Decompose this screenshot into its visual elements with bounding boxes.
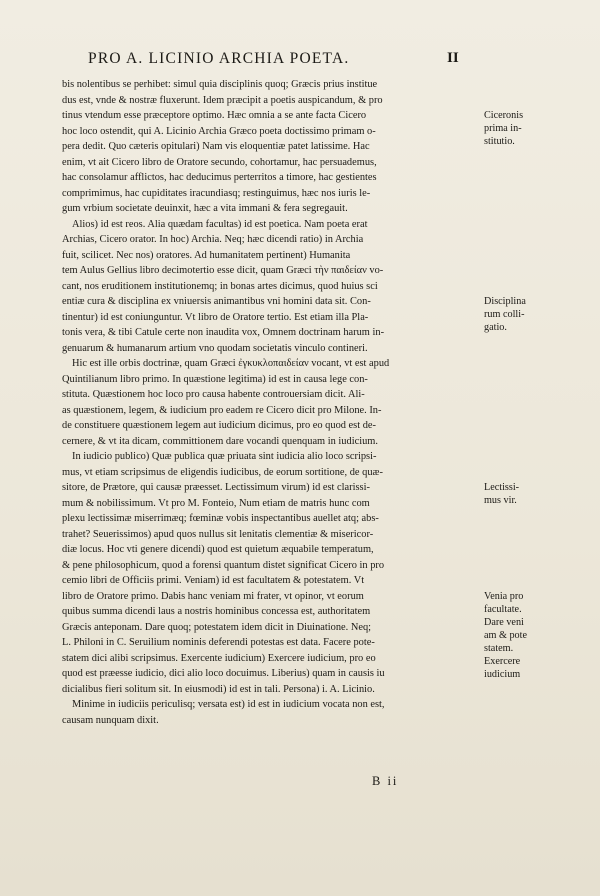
text-line: mus, vt etiam scripsimus de eligendis iudicibus, de eorum sortitione, de quæ- <box>62 466 383 478</box>
text-line: quibus summa dicendi laus a nostris hominibus concessa est, authoritatem <box>62 606 371 617</box>
text-line: tinentur) id est coniunguntur. Vt libro de Oratore tertio. Est etiam illa Pla- <box>62 311 369 323</box>
text-line: libro de Oratore primo. Dabis hanc veniam mi frater, vt opinor, vt eorum <box>62 590 364 602</box>
text-line: Archias, Cicero orator. In hoc) Archia. Neq; hæc dicendi ratio) in Archia <box>62 234 364 245</box>
marginal-note <box>484 295 544 334</box>
text-line: cemio libri de Officiis primi. Veniam) id est facultatem & potestatem. Vt <box>62 575 365 586</box>
text-line: tem Aulus Gellius libro decimotertio esse dicit, quam Græci τὴν παιδείαν vo- <box>62 265 384 276</box>
text-line: gum vrbium societate deuinxit, hæc a vita immani & fera segregauit. <box>62 203 348 214</box>
marginal-note-line: rum colli- <box>484 309 525 320</box>
signature-mark: B ii <box>372 774 399 788</box>
marginal-note-line: prima in- <box>484 123 522 134</box>
marginal-note <box>484 481 544 507</box>
marginal-note-line: stitutio. <box>484 136 515 147</box>
marginal-note-line: statem. <box>484 642 514 654</box>
text-line: Hic est ille orbis doctrinæ, quam Græci ἐγκυκλοπαιδείαν vocant, vt est apud <box>72 358 390 369</box>
text-line: enim, vt ait Cicero libro de Oratore secundo, cohortamur, hac persuademus, <box>62 156 377 168</box>
marginal-note <box>484 590 544 681</box>
text-line: de constituere quæstionem legem aut iudicium dicimus, pro eo quod est de- <box>62 420 376 431</box>
marginal-note-line: Lectissi- <box>484 482 520 493</box>
text-line: sitore, de Prætore, qui causæ præesset. Lectissimum virum) id est clarissi- <box>62 482 370 493</box>
text-line: dus est, vnde & nostræ fluxerunt. Idem præcipit a poetis auspicandum, & pro <box>62 94 383 106</box>
text-line: pera dedit. Quo cæteris opitulari) Nam vis eloquentiæ patet latissime. Hac <box>62 141 370 152</box>
folio-number: II <box>447 50 459 66</box>
text-line: plexu lectissimæ miserrimæq; fœminæ vobis inspectantibus auellet atq; abs- <box>62 513 379 524</box>
text-line: tonis vera, & tibi Catule certe non inaudita vox, Omnem doctrinam harum in- <box>62 327 385 338</box>
text-line: dicialibus fieri solitum sit. In eiusmodi) id est in tali. Persona) i. A. Licinio. <box>62 683 375 695</box>
text-line: diæ locus. Hoc vti genere dicendi) quod est quietum æquabile temperatum, <box>62 544 374 555</box>
text-line: mum & nobilissimum. Vt pro M. Fonteio, Num etiam de matris hunc com <box>62 497 370 509</box>
text-line: quod est præesse iudicio, dici alio loco docuimus. Liberius) quam in causis iu <box>62 668 385 679</box>
text-line: cant, nos eruditionem institutionemq; in bonas artes dicimus, quod huius sci <box>62 280 378 292</box>
running-title: PRO A. LICINIO ARCHIA POETA. <box>88 50 350 67</box>
text-line: bis nolentibus se perhibet: simul quia disciplinis quoq; Græcis prius institue <box>62 79 378 90</box>
text-line: trahet? Seuerissimos) apud quos nullus sit lenitatis clementiæ & misericor- <box>62 528 374 540</box>
text-line: Græcis anteponam. Dare quoq; potestatem idem dicit in Diuinatione. Neq; <box>62 621 372 633</box>
text-line: In iudicio publico) Quæ publica quæ priuata sint iudicia alio loco scripsi- <box>72 451 377 462</box>
marginal-note-line: Disciplina <box>484 296 526 307</box>
marginal-note <box>484 109 544 148</box>
marginal-note-line: gatio. <box>484 322 507 333</box>
marginal-note-line: am & pote <box>484 629 528 641</box>
text-line: Minime in iudiciis periculisq; versata est) id est in iudicium vocata non est, <box>72 699 385 710</box>
text-line: L. Philoni in C. Seruilium nominis deferendi potestas est data. Facere pote- <box>62 637 375 648</box>
marginal-note-line: facultate. <box>484 603 522 615</box>
text-line: cernere, & vt ita dicam, committionem dare vocandi quenquam in iudicium. <box>62 435 378 447</box>
marginal-note-line: iudicium <box>484 668 521 680</box>
marginal-note-line: Ciceronis <box>484 110 524 121</box>
text-line: Quintilianum libro primo. In quæstione legitima) id est in causa lege con- <box>62 373 368 385</box>
text-line: statem dici alibi scripsimus. Exercente iudicium) Exercere iudicium, pro eo <box>62 652 376 664</box>
text-line: & pene philosophicum, quod a forensi quantum distet significat Cicero in pro <box>62 559 385 571</box>
text-line: Alios) id est reos. Alia quædam facultas) id est poetica. Nam poeta erat <box>72 218 368 230</box>
text-line: hoc loco ostendit, qui A. Licinio Archia Græco poeta doctissimo primam o- <box>62 125 376 137</box>
marginal-note-line: Dare veni <box>484 616 524 628</box>
text-line: causam nunquam dixit. <box>62 714 159 726</box>
text-line: comprimimus, hac cupiditates iracundiasq; restinguimus, hæc nos iuris le- <box>62 187 371 199</box>
text-line: stituta. Quæstionem hoc loco pro causa habente controuersiam dicit. Ali- <box>62 389 365 400</box>
marginal-note-line: Exercere <box>484 655 521 667</box>
text-line: entiæ cura & disciplina ex vniuersis animantibus vni homini data sit. Con- <box>62 296 371 307</box>
text-line: as quæstionem, legem, & iudicium pro eadem re Cicero dicit pro Milone. In- <box>62 404 382 416</box>
text-line: hac consolamur afflictos, hac deducimus perterritos a timore, hac gestientes <box>62 172 377 183</box>
text-line: tinus vtendum esse præceptore optimo. Hæc omnia a se ante facta Cicero <box>62 110 367 121</box>
commentary-text-block <box>62 77 484 728</box>
text-line: fuit, scilicet. Nec nos) oratores. Ad humanitatem pertinent) Humanita <box>62 249 351 261</box>
marginal-note-line: mus vir. <box>484 495 517 506</box>
text-line: genuarum & humanarum artium vno quodam societatis vinculo contineri. <box>62 342 368 354</box>
marginal-note-line: Venia pro <box>484 590 524 602</box>
